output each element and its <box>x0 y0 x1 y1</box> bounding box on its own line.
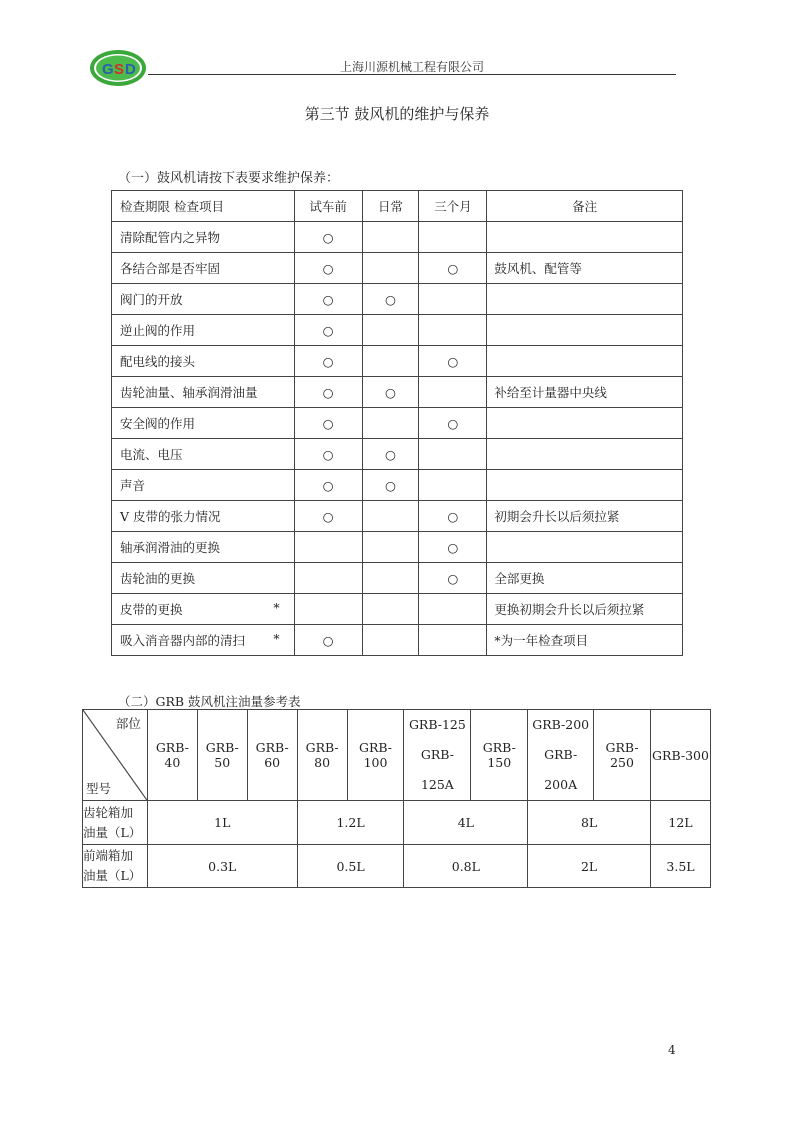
logo-letter-g: G <box>102 61 114 78</box>
mark-quarter <box>419 625 487 656</box>
note-cell: 鼓风机、配管等 <box>487 253 683 284</box>
oil-value: 1.2L <box>297 801 404 845</box>
header-daily: 日常 <box>362 191 419 222</box>
header-divider <box>148 74 676 75</box>
mark-trial: ○ <box>294 315 362 346</box>
mark-trial <box>294 532 362 563</box>
model-header: GRB-100 <box>347 710 404 801</box>
oil-value: 2L <box>528 845 651 888</box>
oil-value: 4L <box>404 801 528 845</box>
annual-marker: * <box>273 600 280 615</box>
maintenance-row <box>112 501 683 532</box>
check-item <box>112 563 295 594</box>
note-cell <box>487 222 683 253</box>
oil-value: 3.5L <box>651 845 711 888</box>
oil-value: 12L <box>651 801 711 845</box>
note-cell <box>487 470 683 501</box>
company-logo <box>89 49 147 87</box>
mark-quarter: ○ <box>419 532 487 563</box>
oil-table <box>82 709 711 888</box>
check-item-label: 配电线的接头 <box>120 354 196 369</box>
mark-trial <box>294 594 362 625</box>
check-item <box>112 501 295 532</box>
mark-trial: ○ <box>294 253 362 284</box>
note-cell <box>487 439 683 470</box>
gear-row-label-line1: 齿轮箱加 <box>83 804 134 820</box>
model-name: GRB-200 <box>532 717 590 732</box>
front-row-label-line2: 油量（L） <box>83 868 142 883</box>
oil-value: 0.8L <box>404 845 528 888</box>
model-header: GRB-150 <box>471 710 528 801</box>
model-header: GRB-50 <box>197 710 247 801</box>
mark-daily <box>362 563 419 594</box>
check-item-label: 声音 <box>120 478 146 493</box>
maintenance-row <box>112 625 683 656</box>
mark-daily: ○ <box>362 377 419 408</box>
check-item <box>112 470 295 501</box>
check-item <box>112 625 295 656</box>
maintenance-caption: （一）鼓风机请按下表要求维护保养： <box>118 171 340 186</box>
corner-top-label: 部位 <box>115 716 141 731</box>
maintenance-row <box>112 222 683 253</box>
header-quarter: 三个月 <box>419 191 487 222</box>
check-item <box>112 315 295 346</box>
model-name: GRB-125 <box>408 717 466 732</box>
mark-daily <box>362 532 419 563</box>
mark-daily <box>362 346 419 377</box>
mark-daily <box>362 501 419 532</box>
header-note: 备注 <box>487 191 683 222</box>
check-item <box>112 346 295 377</box>
maintenance-row <box>112 470 683 501</box>
gear-row-label-line2: 油量（L） <box>83 824 142 840</box>
mark-trial: ○ <box>294 346 362 377</box>
check-item <box>112 377 295 408</box>
mark-daily: ○ <box>362 470 419 501</box>
oil-value: 8L <box>528 801 651 845</box>
mark-daily <box>362 625 419 656</box>
check-item <box>112 253 295 284</box>
mark-quarter: ○ <box>419 501 487 532</box>
mark-trial <box>294 563 362 594</box>
model-header: GRB-300 <box>651 710 711 801</box>
check-item-label: 逆止阀的作用 <box>120 323 196 338</box>
maintenance-row <box>112 439 683 470</box>
note-cell <box>487 315 683 346</box>
maintenance-row <box>112 563 683 594</box>
maintenance-row <box>112 315 683 346</box>
model-header <box>404 710 471 801</box>
check-item-label: 阀门的开放 <box>120 292 183 307</box>
check-item <box>112 284 295 315</box>
mark-daily <box>362 222 419 253</box>
check-item-label: V 皮带的张力情况 <box>120 509 221 524</box>
mark-daily <box>362 253 419 284</box>
note-cell <box>487 532 683 563</box>
check-item <box>112 222 295 253</box>
header-item: 检查期限 检查项目 <box>112 191 295 222</box>
model-alt-name: GRB-125A <box>420 747 454 792</box>
mark-quarter: ○ <box>419 563 487 594</box>
mark-quarter: ○ <box>419 346 487 377</box>
model-header: GRB-250 <box>594 710 651 801</box>
mark-trial: ○ <box>294 377 362 408</box>
mark-trial: ○ <box>294 284 362 315</box>
oil-value: 1L <box>147 801 297 845</box>
oil-model-row <box>83 710 711 801</box>
check-item-label: 齿轮油的更换 <box>120 571 196 586</box>
check-item <box>112 594 295 625</box>
check-item <box>112 408 295 439</box>
mark-trial: ○ <box>294 439 362 470</box>
model-header: GRB-80 <box>297 710 347 801</box>
note-cell: 更换初期会升长以后须拉紧 <box>487 594 683 625</box>
note-cell <box>487 346 683 377</box>
check-item-label: 吸入消音器内部的清扫 <box>120 633 246 648</box>
mark-daily: ○ <box>362 284 419 315</box>
check-item-label: 清除配管内之异物 <box>120 230 221 245</box>
check-item-label: 安全阀的作用 <box>120 416 196 431</box>
mark-trial: ○ <box>294 625 362 656</box>
check-item-label: 各结合部是否牢固 <box>120 261 221 276</box>
oil-gear-row <box>83 801 711 845</box>
maintenance-row <box>112 594 683 625</box>
front-row-label-line1: 前端箱加 <box>83 848 134 863</box>
oil-value: 0.5L <box>297 845 404 888</box>
note-cell: *为一年检查项目 <box>487 625 683 656</box>
front-row-label <box>83 845 148 888</box>
maintenance-row <box>112 377 683 408</box>
oil-value: 0.3L <box>147 845 297 888</box>
mark-quarter: ○ <box>419 253 487 284</box>
check-item-label: 齿轮油量、轴承润滑油量 <box>120 385 258 400</box>
mark-quarter <box>419 222 487 253</box>
maintenance-row <box>112 253 683 284</box>
oil-front-row <box>83 845 711 888</box>
mark-daily <box>362 408 419 439</box>
company-name: 上海川源机械工程有限公司 <box>339 60 484 74</box>
maintenance-row <box>112 408 683 439</box>
maintenance-row <box>112 284 683 315</box>
note-cell <box>487 284 683 315</box>
model-header <box>528 710 594 801</box>
mark-quarter <box>419 315 487 346</box>
corner-cell <box>83 710 148 801</box>
check-item-label: 轴承润滑油的更换 <box>120 540 221 555</box>
mark-daily <box>362 315 419 346</box>
mark-quarter: ○ <box>419 408 487 439</box>
page-number: 4 <box>668 1043 676 1057</box>
maintenance-table <box>111 190 683 656</box>
corner-bottom-label: 型号 <box>86 781 112 796</box>
mark-daily: ○ <box>362 439 419 470</box>
logo-letter-d: D <box>125 61 136 78</box>
mark-trial: ○ <box>294 408 362 439</box>
model-alt-name: GRB-200A <box>544 747 578 792</box>
section-title: 第三节 鼓风机的维护与保养 <box>304 105 490 123</box>
mark-quarter <box>419 439 487 470</box>
note-cell: 初期会升长以后须拉紧 <box>487 501 683 532</box>
mark-trial: ○ <box>294 470 362 501</box>
mark-quarter <box>419 377 487 408</box>
maintenance-body <box>112 222 683 656</box>
annual-marker: * <box>273 631 280 646</box>
mark-quarter <box>419 284 487 315</box>
note-cell: 补给至计量器中央线 <box>487 377 683 408</box>
check-item <box>112 439 295 470</box>
model-header: GRB-60 <box>247 710 297 801</box>
mark-quarter <box>419 470 487 501</box>
model-header: GRB-40 <box>147 710 197 801</box>
gear-row-label <box>83 801 148 845</box>
note-cell: 全部更换 <box>487 563 683 594</box>
note-cell <box>487 408 683 439</box>
logo-letter-s: S <box>114 61 125 78</box>
mark-trial: ○ <box>294 222 362 253</box>
oil-caption: （二）GRB 鼓风机注油量参考表 <box>118 694 301 709</box>
check-item <box>112 532 295 563</box>
mark-quarter <box>419 594 487 625</box>
header-trial: 试车前 <box>294 191 362 222</box>
maintenance-row <box>112 532 683 563</box>
check-item-label: 电流、电压 <box>120 447 183 462</box>
mark-trial: ○ <box>294 501 362 532</box>
maintenance-header-row <box>112 191 683 222</box>
check-item-label: 皮带的更换 <box>120 602 183 617</box>
mark-daily <box>362 594 419 625</box>
maintenance-row <box>112 346 683 377</box>
